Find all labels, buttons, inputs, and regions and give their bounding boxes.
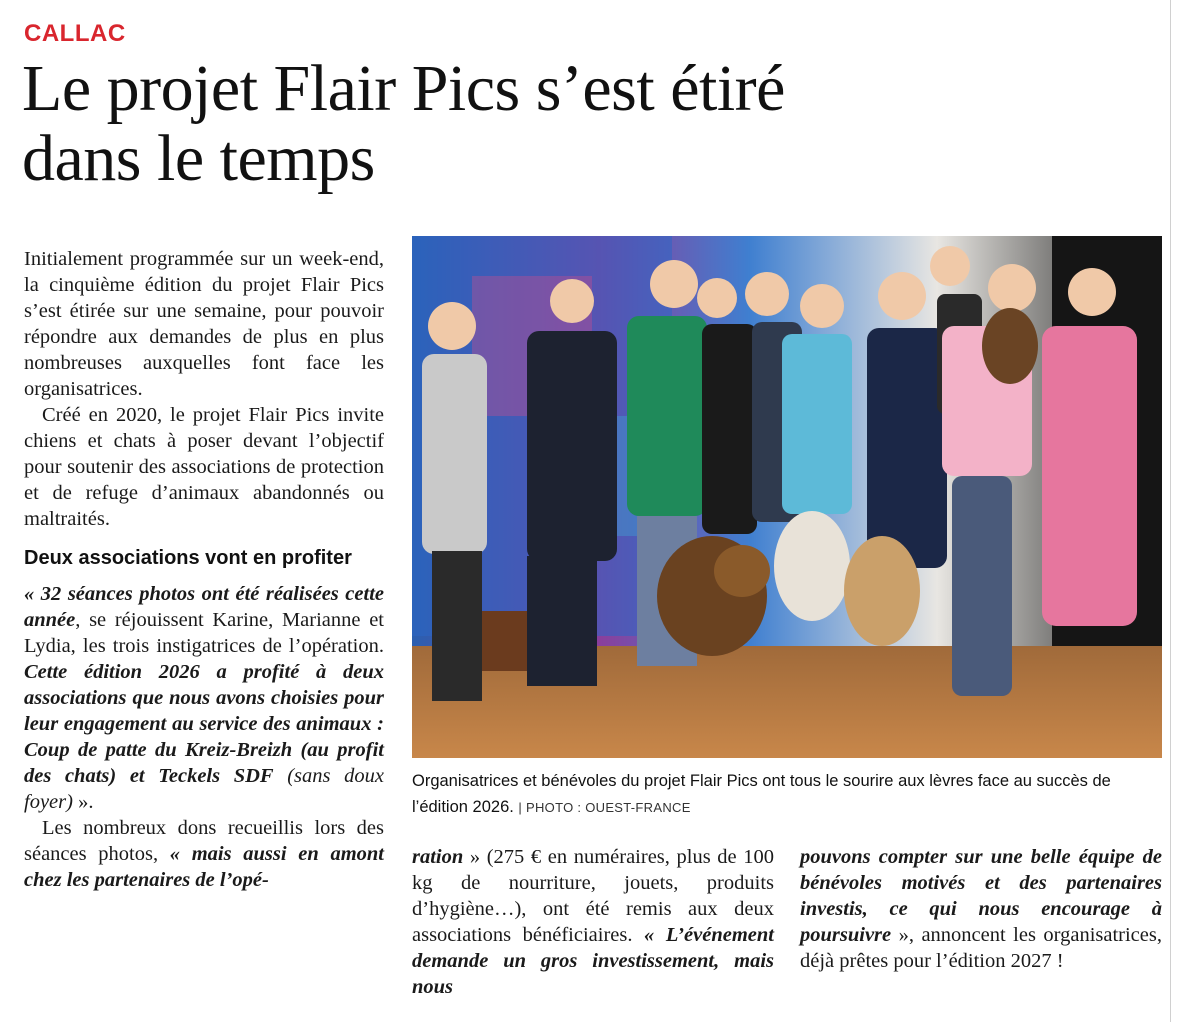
group-photo-illustration — [412, 236, 1162, 758]
quote-ration: ration — [412, 846, 464, 868]
quote-benevoles: pouvons compter sur une belle équipe de bénévoles motivés et des partenaires investis, ce qui nous encourage à poursuivre — [800, 846, 1162, 946]
article-column-2 — [412, 844, 774, 1000]
article-column-3 — [800, 844, 1162, 974]
dachshund — [982, 308, 1038, 384]
headline-line-1: Le projet Flair Pics s’est étiré — [22, 52, 785, 125]
paragraph-history: Créé en 2020, le projet Flair Pics invite chiens et chats à poser devant l’objectif pour soutenir des associations de protection et de refuge d’animaux abandonnés ou maltraités. — [24, 404, 384, 530]
article-column-1 — [24, 246, 384, 893]
photo-credit: | PHOTO : OUEST-FRANCE — [518, 800, 691, 815]
quote-evenement: « L’événement demande un gros investissement, mais nous — [412, 924, 774, 998]
quote-attribution: , se réjouissent Karine, Marianne et Lydia, les trois instigatrices de l’opération. — [24, 609, 384, 657]
paragraph-continued — [412, 844, 774, 1000]
dons-text: Les nombreux dons recueillis lors des séances photos, — [24, 817, 384, 865]
quote-end: ». — [72, 791, 94, 813]
paragraph-quote — [24, 581, 384, 815]
quote-edition: Cette édition 2026 a profité à deux associations que nous avons choisies pour leur engagement au service des animaux : Coup de patte du Kreiz-Breizh (au profit des chats) et Teckels SDF — [24, 661, 384, 787]
article-subhead: Deux associations vont en profiter — [24, 547, 352, 569]
paragraph-dons — [24, 815, 384, 893]
paragraph-intro: Initialement programmée sur un week-end, la cinquième édition du projet Flair Pics s’est étirée sur une semaine, pour pouvoir répondre aux demandes de plus en plus nombreuses auxquelles font face les organisatrices. — [24, 248, 384, 400]
column-rule — [1170, 0, 1171, 1022]
quote-aside: (sans doux foyer) — [24, 765, 384, 813]
caption-text: Organisatrices et bénévoles du projet Flair Pics ont tous le sourire aux lèvres face au succès de l’édition 2026. — [412, 772, 1111, 816]
quote-seances: « 32 séances photos ont été réalisées cette année — [24, 583, 384, 631]
paragraph-closing — [800, 844, 1162, 974]
dons-details: » (275 € en numéraires, plus de 100 kg de nourriture, jouets, produits d’hygiène…), ont été remis aux deux associations bénéficiaires. — [412, 846, 774, 946]
headline-line-2: dans le temps — [22, 122, 375, 195]
section-kicker: CALLAC — [24, 20, 126, 47]
article-photo — [412, 236, 1162, 758]
dons-quote: « mais aussi en amont chez les partenaires de l’opé- — [24, 843, 384, 891]
photo-caption — [412, 768, 1162, 821]
article-headline — [22, 54, 922, 194]
closing-text: », annoncent les organisatrices, déjà prêtes pour l’édition 2027 ! — [800, 924, 1162, 972]
